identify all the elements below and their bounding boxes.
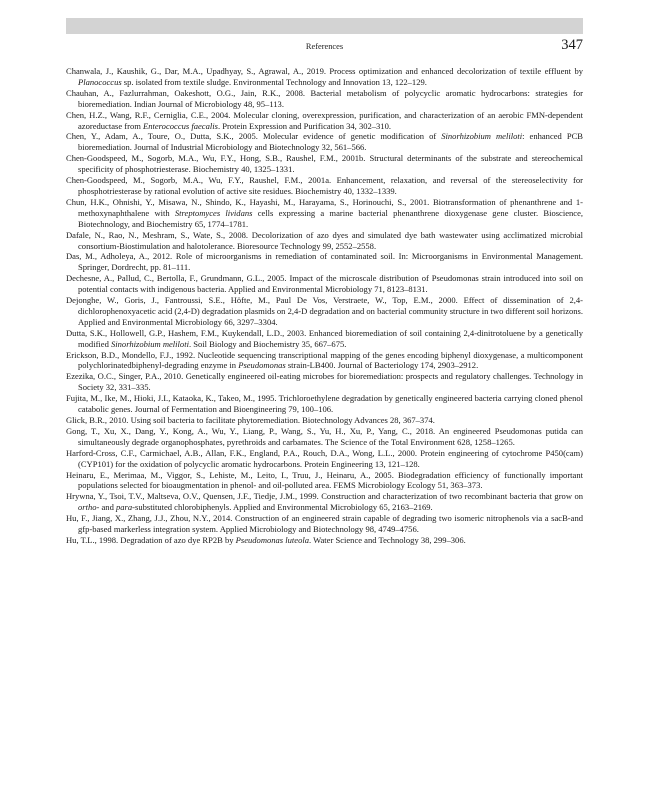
reference-italic-text: para — [116, 502, 133, 513]
reference-text: Dejonghe, W., Goris, J., Fantroussi, S.E., Höfte, M., Paul De Vos, Verstraete, W., Top, E.M., 2000. Effect of dissemination of 2,4- dichlorophenoxyacetic acid (2,4-D) degradation plasmids on 2,4-D degradation and on bacterial community structure in two different soil horizons. Applied and Environmental Microbiology 66, 3297–3304. — [66, 295, 583, 327]
reference-entry — [66, 175, 583, 197]
header-bar — [66, 18, 583, 34]
reference-entry — [66, 415, 583, 426]
reference-entry — [66, 328, 583, 350]
reference-italic-text: Planococcus — [78, 76, 122, 87]
reference-entry — [66, 426, 583, 448]
reference-entry — [66, 131, 583, 153]
reference-text: Dutta, S.K., Hollowell, G.P., Hashem, F.M., Kuykendall, L.D., 2003. Enhanced bioremediation of soil containing 2,4-dinitrotoluene by a genetically modified — [66, 327, 583, 349]
reference-entry — [66, 153, 583, 175]
reference-italic-text: Enterococcus faecalis — [143, 120, 218, 131]
reference-italic-text: Sinorhizobium meliloti — [111, 338, 189, 349]
reference-text: strain-LB400. Journal of Bacteriology 174, 2903–2912. — [285, 360, 479, 371]
reference-entry — [66, 110, 583, 132]
reference-text: Ezezika, O.C., Singer, P.A., 2010. Genetically engineered oil-eating microbes for bioremediation: prospects and regulatory challenges. Technology in Society 32, 331–335. — [66, 371, 583, 393]
reference-entry — [66, 448, 583, 470]
reference-text: Chen-Goodspeed, M., Sogorb, M.A., Wu, F.Y., Raushel, F.M., 2001a. Enhancement, relaxation, and reversal of the stereoselectivity for phosphotriesterase by rational evolution of active site residues. Biochemistry 40, 1332–1339. — [66, 175, 583, 196]
reference-text: Chun, H.K., Ohnishi, Y., Misawa, N., Shindo, K., Hayashi, M., Harayama, S., Horinouchi, S., 2001. Biotransformation of phenanthrene and 1-methoxynaphthalene with — [66, 196, 583, 218]
reference-italic-text: Streptomyces lividans — [174, 207, 253, 218]
reference-entry — [66, 273, 583, 295]
reference-text: Fujita, M., Ike, M., Hioki, J.I., Kataoka, K., Takeo, M., 1995. Trichloroethylene degradation by genetically engineered bacteria carrying cloned phenol catabolic genes. Journal of Fermentation and Bioengineering 79, 100–106. — [66, 393, 583, 415]
reference-entry — [66, 371, 583, 393]
reference-text: . Soil Biology and Biochemistry 35, 667–675. — [188, 338, 347, 349]
reference-entry — [66, 350, 583, 372]
reference-text: Hu, F., Jiang, X., Zhang, J.J., Zhou, N.Y., 2014. Construction of an engineered strain capable of degrading two isomeric nitrophenols via a sacB-and gfp-based markerless integration system. Applied Microbiology and Biotechnology 98, 4749–4756. — [66, 513, 583, 535]
reference-text: Chen-Goodspeed, M., Sogorb, M.A., Wu, F.Y., Hong, S.B., Raushel, F.M., 2001b. Structural determinants of the substrate and stereochemical specificity of phosphotriesterase. Biochemistry 40, 1325–1331. — [66, 153, 583, 175]
reference-text: Harford-Cross, C.F., Carmichael, A.B., Allan, F.K., England, P.A., Rouch, D.A., Wong, L.L., 2000. Protein engineering of cytochrome P450(cam) (CYP101) for the oxidation of polycyclic aromatic hydrocarbons. Protein Engineering 13, 121–128. — [66, 447, 583, 469]
running-title: References — [305, 42, 344, 51]
reference-text: Das, M., Adholeya, A., 2012. Role of microorganisms in remediation of contaminated soil. In: Microorganisms in Environmental Management. Springer, Dordrecht, pp. 81–111. — [66, 251, 583, 273]
reference-text: Glick, B.R., 2010. Using soil bacteria to facilitate phytoremediation. Biotechnology Advances 28, 367–374. — [66, 415, 435, 425]
reference-text: Hu, T.L., 1998. Degradation of azo dye RP2B by — [66, 534, 236, 545]
reference-entry — [66, 491, 583, 513]
reference-text: Chen, Y., Adam, A., Toure, O., Dutta, S.K., 2005. Molecular evidence of genetic modification of — [66, 131, 442, 142]
reference-text: Gong, T., Xu, X., Dang, Y., Kong, A., Wu, Y., Liang, P., Wang, S., Yu, H., Xu, P., Yang, C., 2018. An engineered Pseudomonas putida can simultaneously degrade organophosphates, pyrethroids and carbamates. The Science of the Total Environment 628, 1258–1265. — [66, 425, 583, 447]
reference-text: cells expressing a marine bacterial phenanthrene dioxygenase gene cluster. Bioscience, Biotechnology, and Biochemistry 65, 1774–1781. — [78, 207, 584, 229]
reference-text: Chanwala, J., Kaushik, G., Dar, M.A., Upadhyay, S., Agrawal, A., 2019. Process optimization and enhanced decolorization of textile effluent by — [66, 66, 583, 76]
reference-text: -substituted chlorobiphenyls. Applied and Environmental Microbiology 65, 2163–2169. — [132, 502, 433, 513]
reference-text: Dafale, N., Rao, N., Meshram, S., Wate, S., 2008. Decolorization of azo dyes and simulated dye bath wastewater using acclimatized microbial consortium-Biostimulation and halotolerance. Bioresource Technology 99, 2552–2558. — [66, 229, 583, 251]
reference-entry — [66, 66, 583, 88]
page-number: 347 — [561, 37, 583, 53]
reference-entry — [66, 470, 583, 492]
reference-text: . Water Science and Technology 38, 299–306. — [309, 534, 466, 545]
reference-italic-text: Pseudomonas luteola — [235, 534, 310, 545]
reference-text: . Protein Expression and Purification 34, 302–310. — [217, 120, 391, 131]
reference-entry — [66, 251, 583, 273]
reference-italic-text: Pseudomonas — [238, 360, 286, 371]
reference-text: Dechesne, A., Pallud, C., Bertolla, F., Grundmann, G.L., 2005. Impact of the microscale distribution of Pseudomonas strain introduced into soil on potential contacts with indigenous bacteria. Applied and Environmental Microbiology 71, 8123–8131. — [66, 273, 583, 295]
reference-entry — [66, 230, 583, 252]
running-header — [66, 36, 583, 58]
reference-list — [66, 66, 583, 546]
reference-italic-text: Sinorhizobium meliloti — [441, 131, 523, 142]
reference-entry — [66, 393, 583, 415]
reference-entry — [66, 88, 583, 110]
reference-text: Erickson, B.D., Mondello, F.J., 1992. Nucleotide sequencing transcriptional mapping of the genes encoding biphenyl dioxygenase, a multicomponent polychlorinatedbiphenyl-degrading enzyme in — [66, 349, 583, 371]
reference-entry — [66, 295, 583, 328]
reference-entry — [66, 197, 583, 230]
reference-text: Hrywna, Y., Tsoi, T.V., Maltseva, O.V., Quensen, J.F., Tiedje, J.M., 1999. Construction and characterization of two recombinant bacteria that grow on — [66, 491, 583, 502]
reference-text: : enhanced PCB bioremediation. Journal of Industrial Microbiology and Biotechnology 32, 561–566. — [78, 131, 583, 153]
reference-text: Chen, H.Z., Wang, R.F., Cerniglia, C.E., 2004. Molecular cloning, overexpression, purification, and characterization of an aerobic FMN-dependent azoreductase from — [66, 109, 583, 131]
reference-entry — [66, 535, 583, 546]
reference-entry — [66, 513, 583, 535]
reference-text: Heinaru, E., Merimaa, M., Viggor, S., Lehiste, M., Leito, I., Truu, J., Heinaru, A., 2005. Biodegradation efficiency of functionally important populations selected for bioaugmentation in phenol- and oil-polluted area. FEMS Microbiology Ecology 51, 363–373. — [66, 469, 583, 491]
reference-text: sp. isolated from textile sludge. Environmental Technology and Innovation 13, 122–129. — [121, 76, 427, 87]
reference-italic-text: ortho- — [78, 502, 100, 513]
reference-text: Chauhan, A., Fazlurrahman, Oakeshott, O.G., Jain, R.K., 2008. Bacterial metabolism of polycyclic aromatic hydrocarbons: strategies for bioremediation. Indian Journal of Microbiology 48, 95–113. — [66, 87, 583, 109]
reference-text: and — [99, 502, 116, 513]
